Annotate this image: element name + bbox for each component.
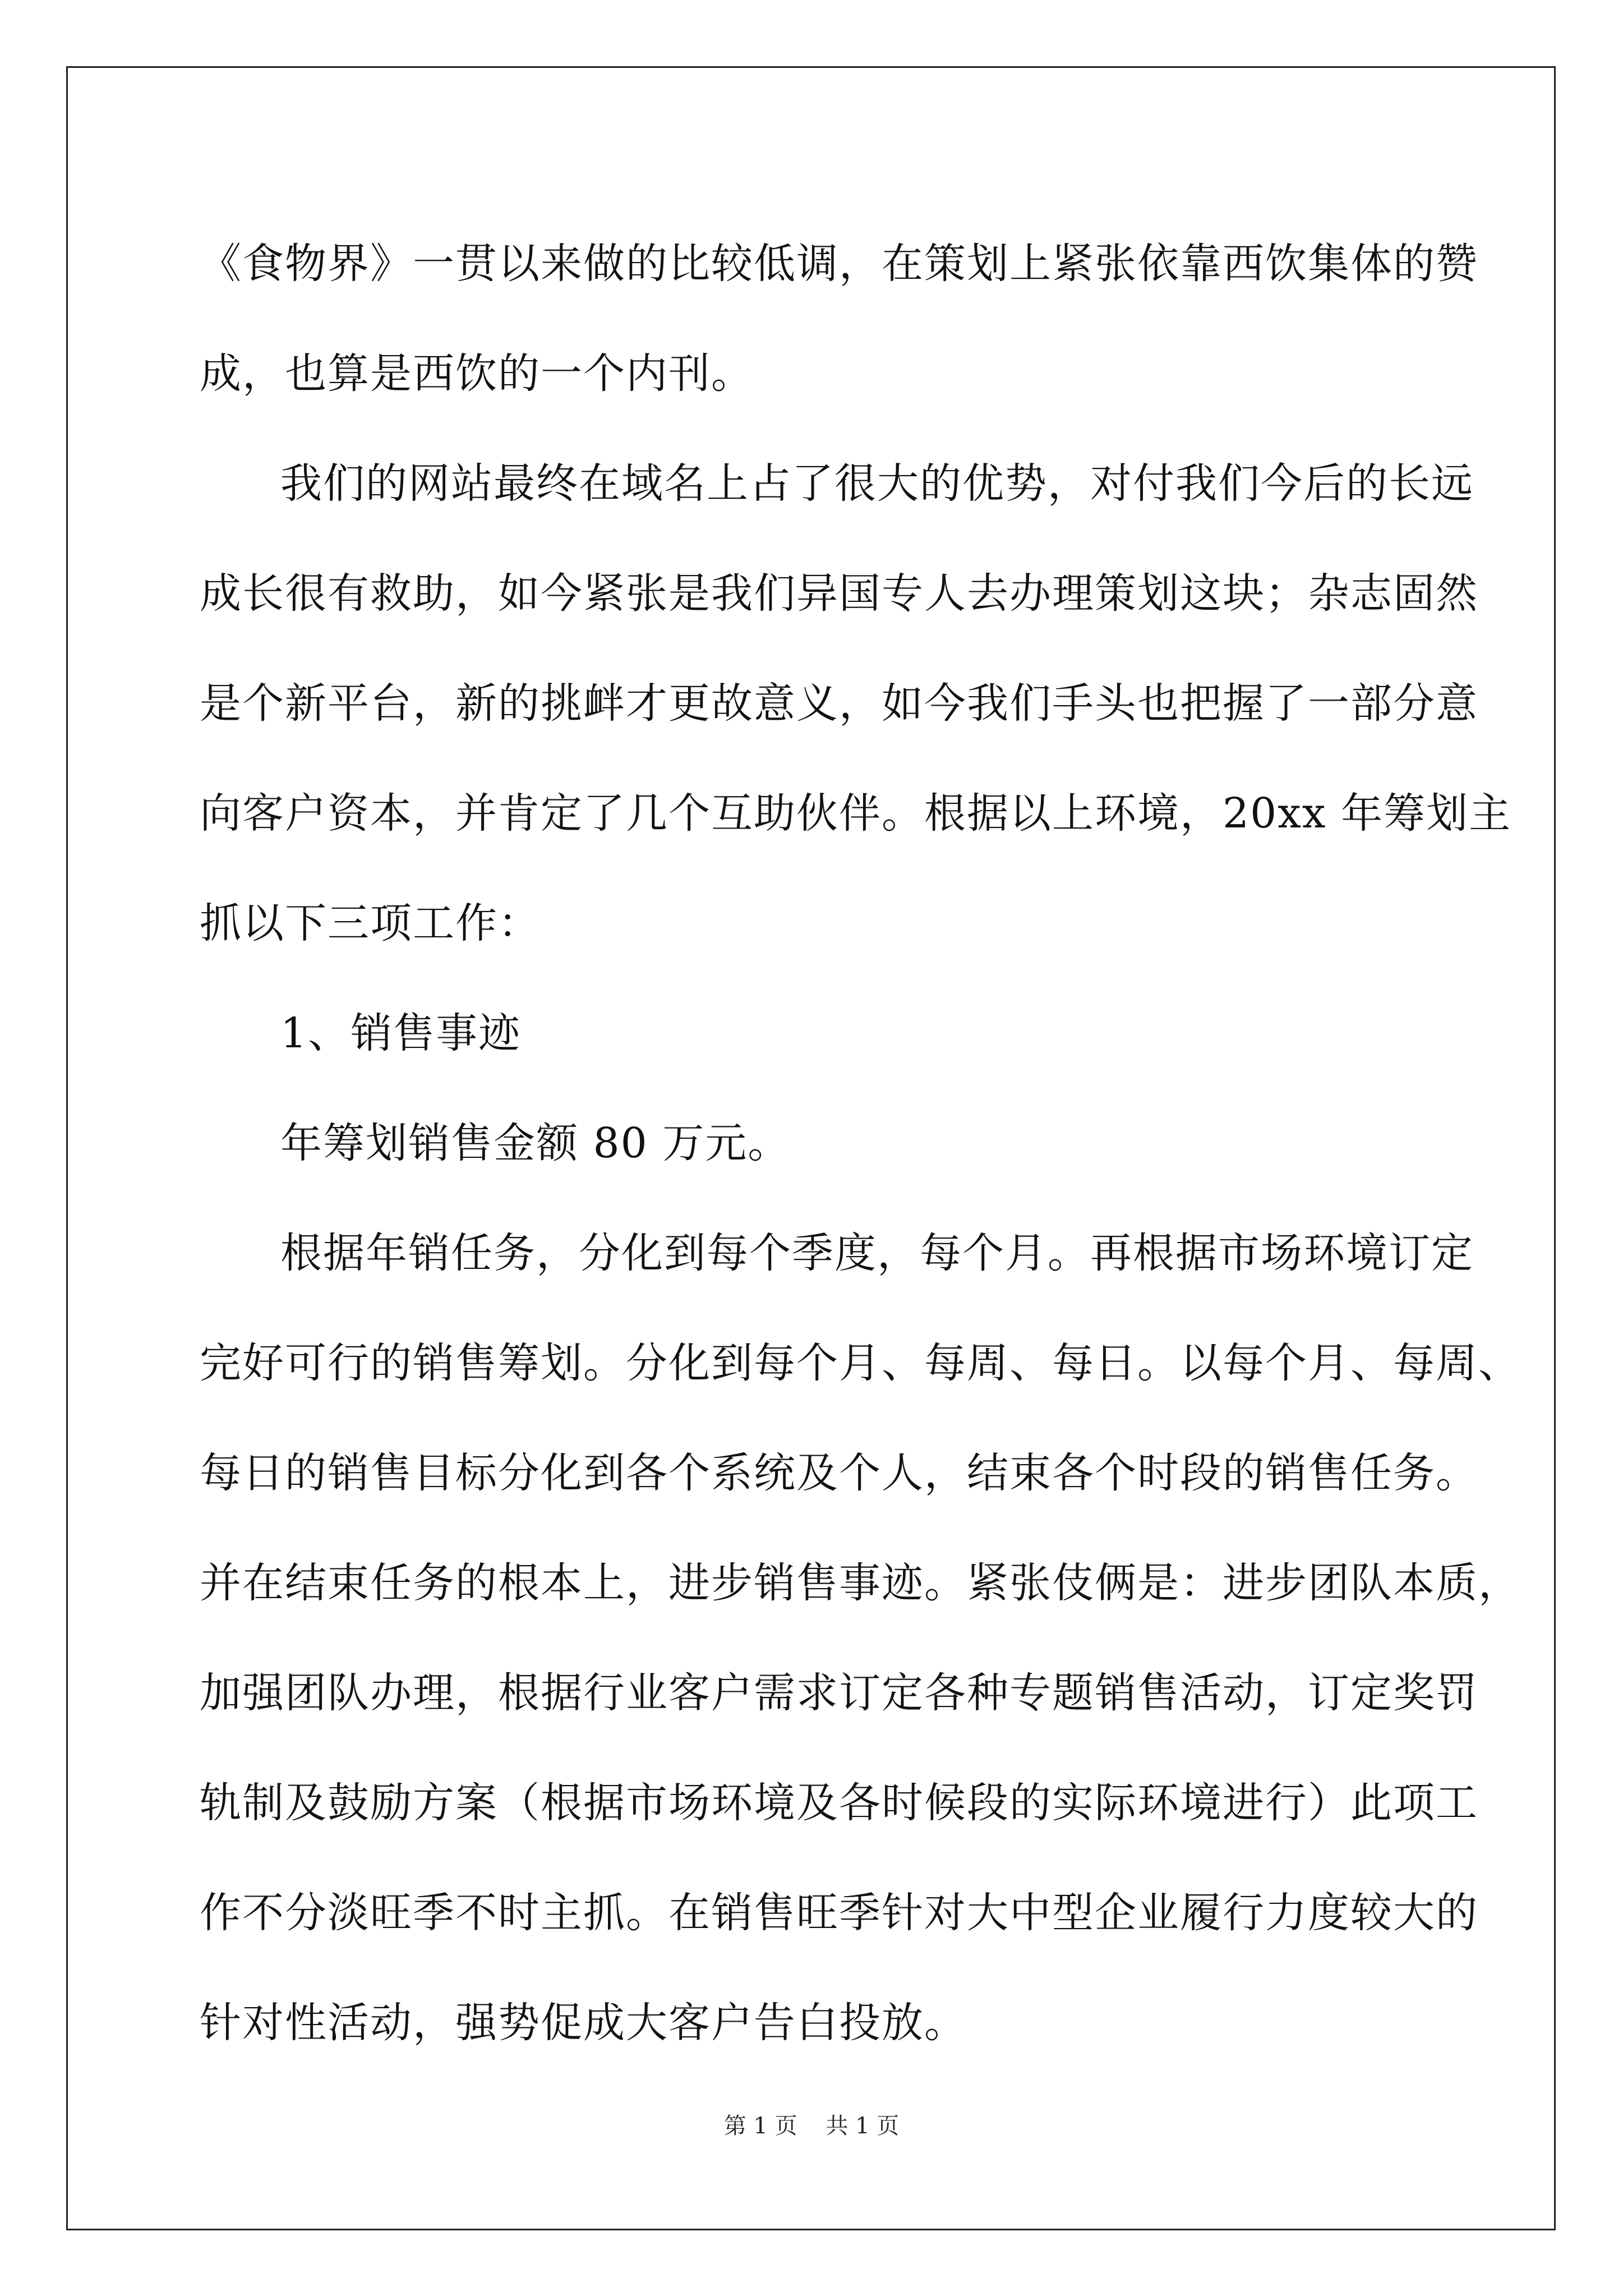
paragraph-line: 抓以下三项工作：	[200, 899, 541, 947]
paragraph-line: 并在结束任务的根本上，进步销售事迹。紧张伎俩是：进步团队本质，	[200, 1559, 1521, 1607]
paragraph-line: 《食物界》一贯以来做的比较低调，在策划上紧张依靠西饮集体的赞	[200, 240, 1478, 288]
paragraph-line: 年筹划销售金额 80 万元。	[280, 1119, 791, 1167]
paragraph-line: 向客户资本，并肯定了几个互助伙伴。根据以上环境，20xx 年筹划主	[200, 789, 1512, 838]
paragraph-line: 作不分淡旺季不时主抓。在销售旺季针对大中型企业履行力度较大的	[200, 1889, 1478, 1937]
paragraph-line: 我们的网站最终在域名上占了很大的优势，对付我们今后的长远	[280, 459, 1474, 508]
section-heading: 1、销售事迹	[280, 1009, 522, 1057]
paragraph-line: 轨制及鼓励方案（根据市场环境及各时候段的实际环境进行）此项工	[200, 1779, 1478, 1827]
paragraph-line: 成长很有救助，如今紧张是我们异国专人去办理策划这块；杂志固然	[200, 569, 1478, 618]
paragraph-line: 加强团队办理，根据行业客户需求订定各种专题销售活动，订定奖罚	[200, 1669, 1478, 1717]
page-number-footer: 第 1 页 共 1 页	[723, 2113, 900, 2139]
paragraph-line: 完好可行的销售筹划。分化到每个月、每周、每日。以每个月、每周、	[200, 1339, 1521, 1387]
paragraph-line: 根据年销任务，分化到每个季度，每个月。再根据市场环境订定	[280, 1229, 1474, 1277]
paragraph-line: 针对性活动，强势促成大客户告白投放。	[200, 1999, 967, 2047]
paragraph-line: 每日的销售目标分化到各个系统及个人，结束各个时段的销售任务。	[200, 1449, 1478, 1497]
paragraph-line: 是个新平台，新的挑衅才更故意义，如今我们手头也把握了一部分意	[200, 679, 1478, 728]
paragraph-line: 成，也算是西饮的一个内刊。	[200, 349, 754, 398]
